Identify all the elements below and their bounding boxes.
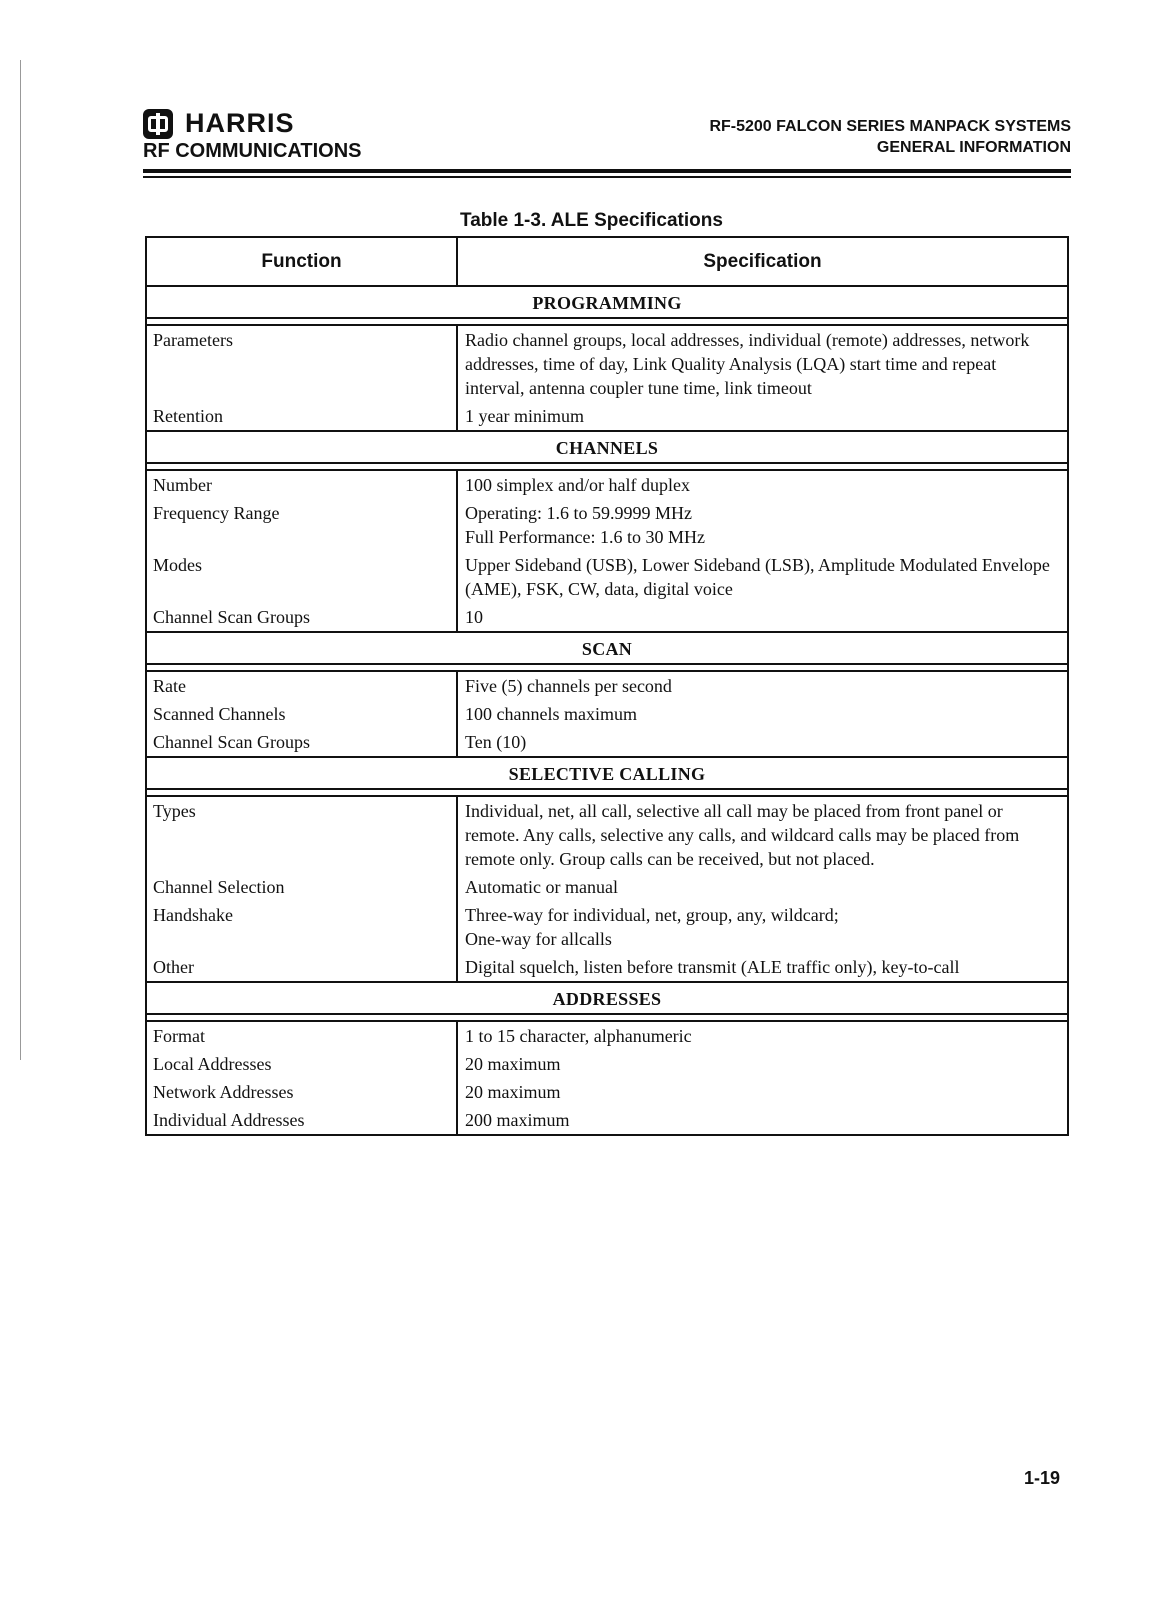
document-title-line2: GENERAL INFORMATION (876, 139, 1071, 156)
function-cell: Network Addresses (147, 1078, 458, 1106)
specification-cell: 10 (465, 607, 483, 627)
function-cell: Rate (147, 672, 458, 700)
specification-cell: 1 to 15 character, alphanumeric (465, 1026, 692, 1046)
function-cell: Channel Selection (147, 873, 458, 901)
section-body (147, 1022, 1067, 1134)
function-cell: Frequency Range (147, 499, 458, 551)
specification-cell: Ten (10) (465, 732, 527, 752)
section-body (147, 797, 1067, 983)
specification-cell: 20 maximum (465, 1082, 561, 1102)
specification-cell: Digital squelch, listen before transmit (ALE traffic only), key-to-call (465, 957, 960, 977)
header-rule-thin (143, 176, 1071, 178)
section-separator (147, 1015, 1067, 1022)
section-title: ADDRESSES (147, 983, 1067, 1015)
margin-scan-line (20, 60, 21, 1060)
function-cell: Other (147, 953, 458, 981)
section-body (147, 471, 1067, 633)
specification-cell: Upper Sideband (USB), Lower Sideband (LSB), Amplitude Modulated Envelope (AME), FSK, CW, data, digital voice (465, 555, 1050, 599)
brand-subtitle: RF COMMUNICATIONS (143, 140, 362, 162)
specification-cell: 200 maximum (465, 1110, 570, 1130)
table-sections (147, 287, 1067, 1134)
specification-cell: 100 simplex and/or half duplex (465, 475, 690, 495)
brand-name: HARRIS (185, 108, 295, 138)
function-cell: Parameters (147, 326, 458, 402)
function-cell: Local Addresses (147, 1050, 458, 1078)
table-column-header (147, 238, 1067, 287)
specification-cell: 1 year minimum (465, 406, 584, 426)
specification-cell: Radio channel groups, local addresses, individual (remote) addresses, network addresses, time of day, Link Quality Analysis (LQA) start time and repeat interval, antenna coupler tune time, link timeout (465, 330, 1030, 398)
function-cell: Individual Addresses (147, 1106, 458, 1134)
specification-cell: 20 maximum (465, 1054, 561, 1074)
section-body (147, 672, 1067, 758)
section-title: SELECTIVE CALLING (147, 758, 1067, 790)
page-number: 1-19 (1024, 1468, 1061, 1488)
column-header-specification: Specification (703, 250, 822, 272)
function-cell: Types (147, 797, 458, 873)
function-cell: Handshake (147, 901, 458, 953)
specification-cell: Automatic or manual (465, 877, 618, 897)
specification-cell: 100 channels maximum (465, 704, 637, 724)
section-separator (147, 319, 1067, 326)
ale-specifications-table (145, 236, 1069, 1136)
function-cell: Modes (147, 551, 458, 603)
function-cell: Format (147, 1022, 458, 1050)
function-cell: Channel Scan Groups (147, 603, 458, 631)
specification-cell: Five (5) channels per second (465, 676, 672, 696)
header-rule-thick (143, 169, 1071, 173)
table-caption: Table 1-3. ALE Specifications (460, 210, 723, 231)
section-separator (147, 464, 1067, 471)
specification-cell: Individual, net, all call, selective all call may be placed from front panel or remote. Any calls, selective any calls, and wildcard calls may be placed from remote only. Group calls can be received, but not placed. (465, 801, 1020, 869)
document-title (709, 116, 1071, 158)
function-cell: Scanned Channels (147, 700, 458, 728)
harris-logo-icon (143, 109, 173, 139)
specification-cell: Three-way for individual, net, group, any, wildcard; One-way for allcalls (465, 905, 839, 949)
section-separator (147, 665, 1067, 672)
column-header-function: Function (147, 238, 458, 285)
function-cell: Channel Scan Groups (147, 728, 458, 756)
section-title: CHANNELS (147, 432, 1067, 464)
section-body (147, 326, 1067, 432)
harris-logo (143, 108, 295, 139)
function-cell: Retention (147, 402, 458, 430)
specification-cell: Operating: 1.6 to 59.9999 MHz Full Performance: 1.6 to 30 MHz (465, 503, 705, 547)
document-title-line1: RF-5200 FALCON SERIES MANPACK SYSTEMS (709, 118, 1071, 135)
section-title: PROGRAMMING (147, 287, 1067, 319)
function-cell: Number (147, 471, 458, 499)
section-separator (147, 790, 1067, 797)
section-title: SCAN (147, 633, 1067, 665)
page-header (143, 108, 1071, 178)
